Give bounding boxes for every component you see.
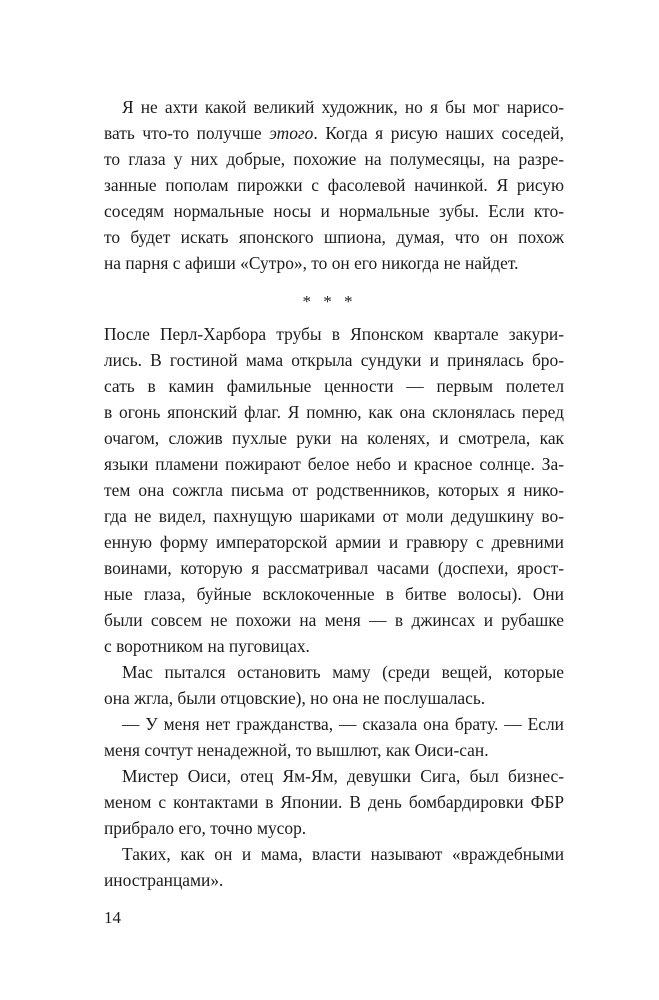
paragraph-2-line-4: в огонь японский флаг. Я помню, как она склонялась перед xyxy=(104,402,564,422)
paragraph-2-line-11: ные глаза, буйные всклокоченные в битве волосы). Они xyxy=(104,584,564,604)
paragraph-2-line-10: воинами, которую я рассматривал часами (доспехи, ярост- xyxy=(104,558,564,578)
paragraph-6-line-1: Таких, как он и мама, власти называют «враждебными xyxy=(122,844,564,864)
paragraph-2-line-13: с воротником на пуговицах. xyxy=(104,636,310,656)
italic-word: этого xyxy=(269,123,314,143)
section-separator: * * * xyxy=(302,292,357,311)
paragraph-1-line-3: то глаза у них добрые, похожие на полумесяцы, на разре- xyxy=(104,149,564,169)
paragraph-2-line-3: сать в камин фамильные ценности — первым полетел xyxy=(104,376,564,396)
paragraph-2-line-8: гда не видел, пахнущую шариками от моли дедушкину во- xyxy=(104,506,564,526)
paragraph-2-line-12: были совсем не похожи на меня — в джинсах и рубашке xyxy=(104,610,564,630)
paragraph-4-line-1: — У меня нет гражданства, — сказала она брату. — Если xyxy=(122,714,564,734)
paragraph-3-line-2: она жгла, были отцовские), но она не послушалась. xyxy=(104,688,486,708)
page-number: 14 xyxy=(104,908,121,927)
paragraph-1-line-7: на парня с афиши «Сутро», то он его никогда не найдет. xyxy=(104,253,519,273)
paragraph-1-line-4: занные пополам пирожки с фасолевой начинкой. Я рисую xyxy=(104,175,564,195)
paragraph-6-line-2: иностранцами». xyxy=(104,870,224,890)
paragraph-2-line-2: лись. В гостиной мама открыла сундуки и принялась бро- xyxy=(104,350,564,370)
paragraph-5-line-1: Мистер Оиси, отец Ям-Ям, девушки Сига, был бизнес- xyxy=(122,766,564,786)
paragraph-1-line-6: то будет искать японского шпиона, думая, что он похож xyxy=(104,227,564,247)
paragraph-5-line-3: прибрало его, точно мусор. xyxy=(104,818,307,838)
paragraph-2-line-5: очагом, сложив пухлые руки на коленях, и смотрела, как xyxy=(104,428,564,448)
paragraph-4-line-2: меня сочтут ненадежной, то вышлют, как Оиси-сан. xyxy=(104,740,489,760)
paragraph-2-line-7: тем она сожгла письма от родственников, которых я нико- xyxy=(104,480,564,500)
paragraph-1-line-2 xyxy=(104,122,564,144)
text-fragment: . Когда я рисую наших соседей, xyxy=(313,123,564,143)
text-fragment: вать что-то получше xyxy=(104,123,270,143)
paragraph-2-line-6: языки пламени пожирают белое небо и красное солнце. За- xyxy=(104,454,564,474)
paragraph-1-line-1: Я не ахти какой великий художник, но я бы мог нарисо- xyxy=(122,97,564,117)
paragraph-5-line-2: меном с контактами в Японии. В день бомбардировки ФБР xyxy=(104,792,564,812)
paragraph-1-line-5: соседям нормальные носы и нормальные зубы. Если кто- xyxy=(104,201,564,221)
paragraph-2-line-9: енную форму императорской армии и гравюру с древними xyxy=(104,532,564,552)
paragraph-2-line-1: После Перл-Харбора трубы в Японском квартале закури- xyxy=(104,324,564,344)
paragraph-3-line-1: Мас пытался остановить маму (среди вещей, которые xyxy=(122,662,564,682)
